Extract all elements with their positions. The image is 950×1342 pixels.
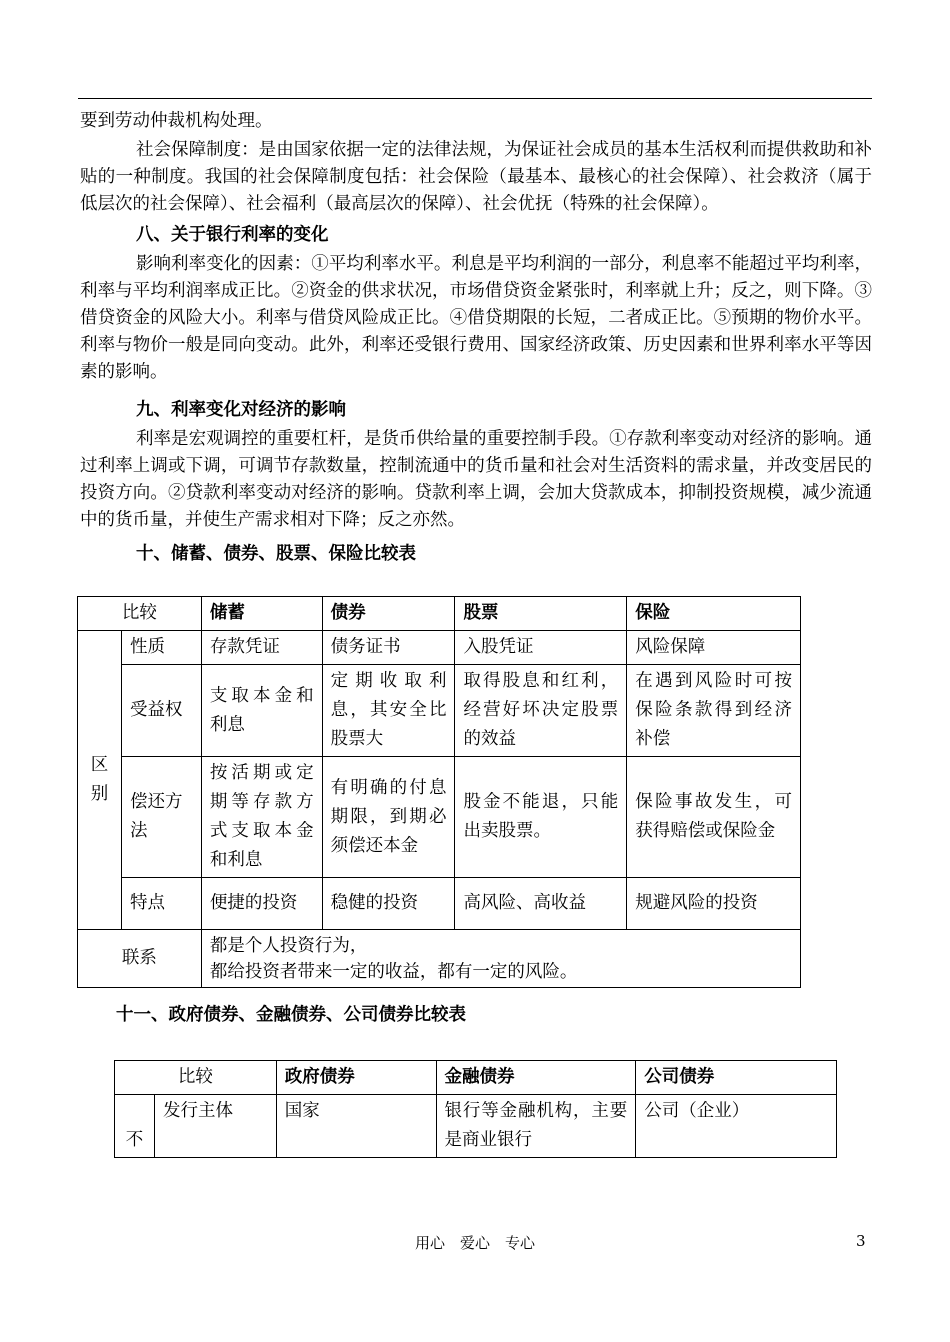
heading-section-8: 八、关于银行利率的变化 xyxy=(136,225,329,245)
table-cell: 股金不能退，只能出卖股票。 xyxy=(455,757,627,878)
table-row xyxy=(78,757,801,878)
heading-section-11: 十一、政府债券、金融债券、公司债券比较表 xyxy=(116,1005,466,1025)
table-cell: 债务证书 xyxy=(322,631,455,665)
compare-header: 比较 xyxy=(78,597,202,631)
col-header-insurance: 保险 xyxy=(627,597,801,631)
row-label: 发行主体 xyxy=(154,1095,276,1158)
table-row xyxy=(78,631,801,665)
comparison-table-bonds xyxy=(114,1060,837,1158)
table-cell: 国家 xyxy=(276,1095,436,1158)
table-cell: 按活期或定期等存款方式支取本金和利息 xyxy=(201,757,322,878)
link-line-1: 都是个人投资行为， xyxy=(209,935,368,956)
table-cell: 取得股息和红利，经营好坏决定股票的效益 xyxy=(455,665,627,757)
col-header-stocks: 股票 xyxy=(455,597,627,631)
table-header-row xyxy=(78,597,801,631)
link-cell xyxy=(201,930,800,988)
row-label: 受益权 xyxy=(121,665,201,757)
paragraph-labor-arbitration: 要到劳动仲裁机构处理。 xyxy=(80,111,273,131)
table-cell: 存款凭证 xyxy=(201,631,322,665)
paragraph-interest-factors: 影响利率变化的因素：①平均利率水平。利息是平均利润的一部分，利息率不能超过平均利率，利率与平均利润率成正比。②资金的供求状况，市场借贷资金紧张时，利率就上升；反之，则下降。③借贷资金的风险大小。利率与借贷风险成正比。④借贷期限的长短，二者成正比。⑤预期的物价水平。利率与物价一般是同向变动。此外，利率还受银行费用、国家经济政策、历史因素和世界利率水平等因素的影响。 xyxy=(80,254,872,382)
table-cell: 稳健的投资 xyxy=(322,878,455,930)
table-cell: 风险保障 xyxy=(627,631,801,665)
difference-group-label: 区别 xyxy=(78,631,122,930)
table-header-row xyxy=(115,1061,837,1095)
compare-header: 比较 xyxy=(115,1061,277,1095)
paragraph-social-security: 社会保障制度：是由国家依据一定的法律法规，为保证社会成员的基本生活权利而提供救助和补贴的一种制度。我国的社会保障制度包括：社会保险（最基本、最核心的社会保障）、社会救济（属于低层次的社会保障）、社会福利（最高层次的保障）、社会优抚（特殊的社会保障）。 xyxy=(80,140,872,214)
table-row xyxy=(115,1095,837,1158)
difference-group-label: 不 xyxy=(115,1095,155,1158)
col-header-savings: 储蓄 xyxy=(201,597,322,631)
table-cell: 规避风险的投资 xyxy=(627,878,801,930)
heading-section-10: 十、储蓄、债券、股票、保险比较表 xyxy=(136,544,416,564)
link-label: 联系 xyxy=(78,930,202,988)
table-cell: 在遇到风险时可按保险条款得到经济补偿 xyxy=(627,665,801,757)
link-line-2: 都给投资者带来一定的收益，都有一定的风险。 xyxy=(209,961,578,982)
table-cell: 公司（企业） xyxy=(636,1095,837,1158)
table-cell: 银行等金融机构，主要是商业银行 xyxy=(436,1095,636,1158)
col-header-financial-bonds: 金融债券 xyxy=(436,1061,636,1095)
table-row xyxy=(78,878,801,930)
page-number: 3 xyxy=(856,1232,866,1250)
table-cell: 入股凭证 xyxy=(455,631,627,665)
row-label: 特点 xyxy=(121,878,201,930)
paragraph-interest-effects: 利率是宏观调控的重要杠杆，是货币供给量的重要控制手段。①存款利率变动对经济的影响。通过利率上调或下调，可调节存款数量，控制流通中的货币量和社会对生活资料的需求量，并改变居民的投资方向。②贷款利率变动对经济的影响。贷款利率上调，会加大贷款成本，抑制投资规模，减少流通中的货币量，并使生产需求相对下降；反之亦然。 xyxy=(80,429,872,530)
table-cell: 支取本金和利息 xyxy=(201,665,322,757)
table-cell: 保险事故发生，可获得赔偿或保险金 xyxy=(627,757,801,878)
table-row xyxy=(78,930,801,988)
table-cell: 定期收取利息，其安全比股票大 xyxy=(322,665,455,757)
col-header-bonds: 债券 xyxy=(322,597,455,631)
col-header-corporate-bonds: 公司债券 xyxy=(636,1061,837,1095)
col-header-government-bonds: 政府债券 xyxy=(276,1061,436,1095)
footer-motto: 用心 爱心 专心 xyxy=(414,1234,535,1252)
heading-section-9: 九、利率变化对经济的影响 xyxy=(136,400,346,420)
comparison-table-investments xyxy=(77,596,801,988)
row-label: 性质 xyxy=(121,631,201,665)
table-cell: 便捷的投资 xyxy=(201,878,322,930)
table-row xyxy=(78,665,801,757)
row-label: 偿还方法 xyxy=(121,757,201,878)
header-rule xyxy=(78,98,872,99)
table-cell: 高风险、高收益 xyxy=(455,878,627,930)
table-cell: 有明确的付息期限，到期必须偿还本金 xyxy=(322,757,455,878)
